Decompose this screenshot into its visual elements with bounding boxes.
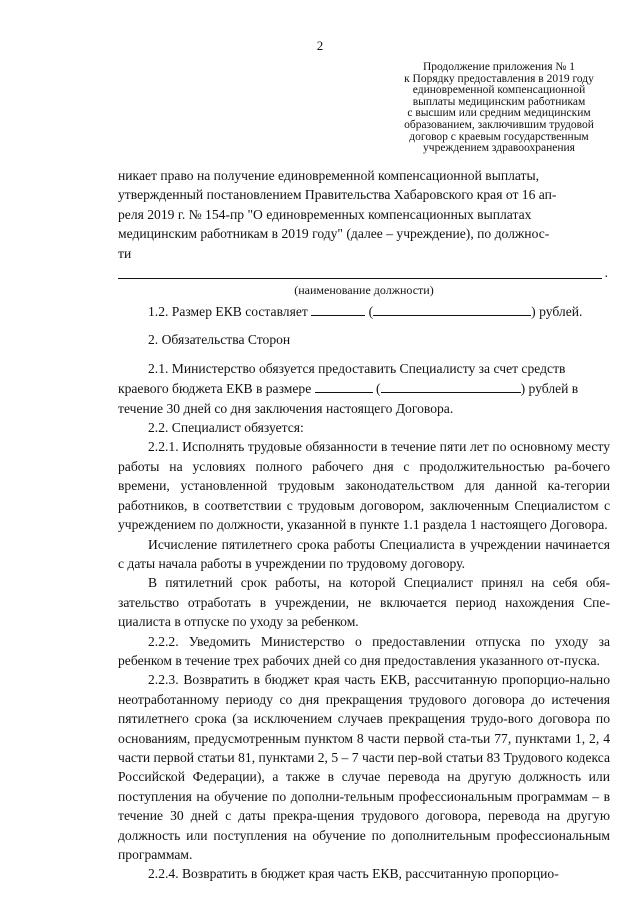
document-body — [118, 166, 610, 884]
paragraph-2-2-4: 2.2.4. Возвратить в бюджет края часть ЕКВ, рассчитанную пропорцио- — [148, 866, 559, 882]
paragraph-2-1-line2 — [118, 378, 610, 398]
paragraph-2-1-line1: 2.1. Министерство обязуется предоставить Специалисту за счет средств — [148, 360, 566, 376]
paragraph-2-2-2: 2.2.2. Уведомить Министерство о предоставлении отпуска по уходу за ребенком в течение трех рабочих дней со дня предоставления указанного от-пуска. — [118, 633, 610, 668]
amount-words-blank — [373, 301, 531, 316]
amount-words-blank — [381, 378, 521, 393]
header-line: выплаты медицинским работникам — [412, 95, 586, 108]
header-line: Продолжение приложения № 1 — [422, 61, 576, 73]
paragraph-1-2 — [118, 301, 610, 321]
intro-line: утвержденный постановлением Правительства Хабаровского края от 16 ап- — [118, 187, 557, 203]
header-line: единовременной компенсационной — [412, 84, 586, 97]
page-number: 2 — [316, 38, 324, 53]
open-paren: ( — [376, 381, 381, 397]
intro-line: медицинским работникам в 2019 году" (далее – учреждение), по должнос- — [118, 226, 550, 242]
position-fill-line — [118, 263, 610, 282]
paragraph-calculation: Исчисление пятилетнего срока работы Специалиста в учреждении начинается с даты начала работы в учреждении по трудовому договору. — [118, 536, 610, 571]
blank-line — [118, 278, 602, 279]
header-line: учреждением здравоохранения — [423, 142, 575, 155]
intro-line: реля 2019 г. № 154-пр "О единовременных компенсационных выплатах — [118, 206, 532, 222]
paragraph-2-2: 2.2. Специалист обязуется: — [148, 420, 304, 436]
intro-line: ти — [118, 245, 132, 261]
header-line: к Порядку предоставления в 2019 году — [404, 72, 594, 85]
p-2-1-end: ) рублей в — [520, 381, 579, 397]
amount-blank — [311, 301, 365, 316]
amount-blank — [315, 378, 373, 393]
p-1-2-text: 1.2. Размер ЕКВ составляет — [148, 304, 308, 320]
line-end: . — [604, 265, 608, 281]
paragraph-exclusion: В пятилетний срок работы, на которой Специалист принял на себя обя-зательство отработать в учреждении, не включается период нахождения Спе-циалиста в отпуске по уходу за ребенком. — [118, 575, 610, 630]
position-caption: (наименование должности) — [294, 283, 434, 298]
header-line: с высшим или средним медицинским — [407, 107, 591, 120]
paragraph-2-1-line3: течение 30 дней со дня заключения настоящего Договора. — [118, 400, 454, 416]
header-line: договор с краевым государственным — [409, 130, 589, 143]
appendix-header — [372, 62, 626, 155]
p-1-2-end: ) рублей. — [531, 304, 583, 320]
p-2-1-text: краевого бюджета ЕКВ в размере — [118, 381, 312, 397]
paragraph-2-2-1: 2.2.1. Исполнять трудовые обязанности в течение пяти лет по основному месту работы на условиях полного рабочего дня с продолжительностью ра-бочего времени, установленной трудовым законодательством для данной ка-тегории работников, в соответствии с трудовым договором, заключенным Специалистом с учреждением по должности, указанной в пункте 1.1 раздела 1 настоящего Договора. — [118, 439, 610, 533]
header-line: образованием, заключившим трудовой — [404, 118, 594, 131]
intro-line: никает право на получение единовременной компенсационной выплаты, — [118, 168, 540, 183]
section-2-title: 2. Обязательства Сторон — [148, 332, 291, 348]
open-paren: ( — [368, 304, 374, 320]
paragraph-2-2-3: 2.2.3. Возвратить в бюджет края часть ЕКВ, рассчитанную пропорцио-нально неотработанному периоду со дня прекращения трудового договора до истечения пятилетнего срока (за исключением случаев прекращения трудо-вого договора по основаниям, предусмотренным пунктом 8 части первой ста-тьи 77, пунктами 1, 2, 4 части первой статьи 81, пунктами 2, 5 – 7 части пер-вой статьи 83 Трудового кодекса Российской Федерации), а также в случае перевода на другую должность или поступления на обучение по дополни-тельным профессиональным программам – в течение 30 дней с даты прекра-щения трудового договора, перевода на другую должность или поступления на обучение по дополнительным профессиональным программам. — [118, 672, 610, 862]
